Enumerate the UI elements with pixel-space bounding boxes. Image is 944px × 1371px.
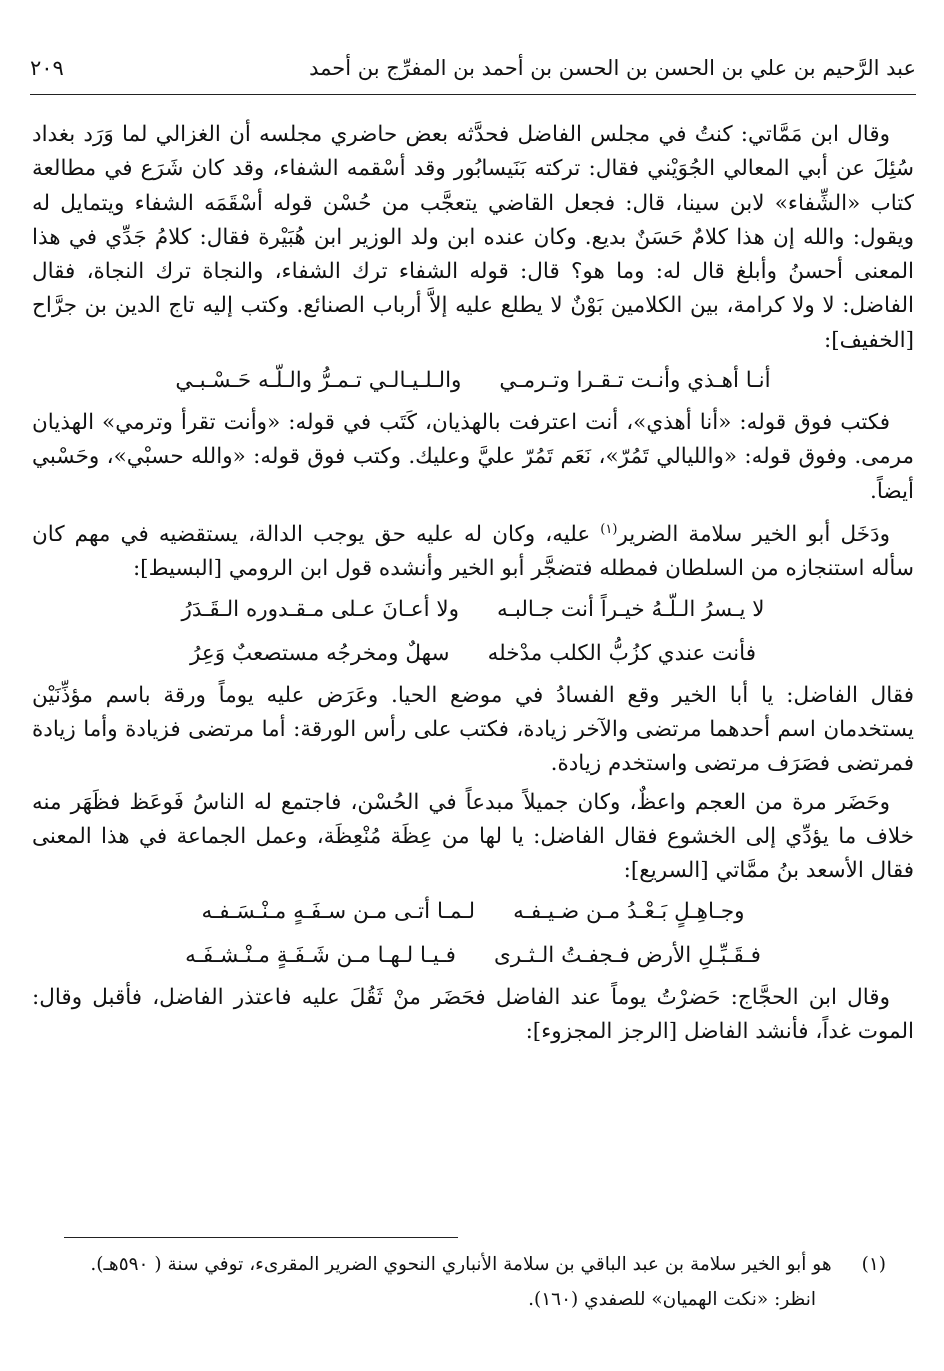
text-line: في هذا المعنى فقال الأسعد بنُ ممَّاتي [السريع]: xyxy=(32,823,914,884)
text-line: وقال ابن مَمَّاتي: كنتُ في مجلس الفاضل فحدَّثه بعض حاضري مجلسه أن الغزالي لما xyxy=(121,122,890,147)
paragraph-ibn-mammati xyxy=(32,118,914,358)
verse-hemistich-second: والـلـيـالـي تـمـرُّ والـلّـه حَـسْـبـي xyxy=(175,368,462,394)
text-line: فأقبل وقال: الموت غداً، فأنشد الفاضل [الرجز المجزوء]: xyxy=(32,984,914,1044)
text-line: فكتب فوق قوله: «أنا أهذي»، أنت اعترفت بالهذيان، كَتَب في قوله: «وأنت تقرأ xyxy=(180,410,890,436)
verse-line xyxy=(32,362,914,400)
footnote-number: (١) xyxy=(861,1254,886,1275)
verse-line xyxy=(32,893,914,931)
text-line: [البسيط]: xyxy=(132,556,223,582)
paragraph-ibn-al-hajjaj xyxy=(32,981,914,1050)
page-header xyxy=(30,52,916,95)
text-line: شَرَع في مطالعة كتاب «الشِّفاء» لابن سينا، قال: فجعل القاضي يتعجَّب من حُسْن قوله أسْقَمَه xyxy=(32,156,914,216)
verse-hemistich-second: لـمـا أتـى مـن سـفَـهٍ مـنْـسَـفـه xyxy=(201,898,476,924)
text-segment: عليه، وكان له عليه حق يوجب الدالة، يستقضيه في xyxy=(120,522,601,548)
text-line: الشفاء ويتمايل له ويقول: والله إن هذا كلامٌ حَسَنٌ بديع. وكان عنده ابن ولد الوزير ابن هُبَيْرة xyxy=(32,190,914,250)
text-line: مهم كان سأله استنجازه من السلطان فمطله فتضجَّر أبو الخير وأنشده قول ابن الرومي xyxy=(32,522,914,582)
footnote-reference: انظر: «نكت الهميان» للصفدي (١٦٠). xyxy=(528,1289,816,1310)
text-line: فقال: كلامُ جَدِّي في هذا المعنى أحسنُ وأبلغ قال له: وما هو؟ قال: قوله الشفاء ترك xyxy=(32,224,914,285)
verse-hemistich-second: فـيـا لـهـا مـن شَـفَـةٍ مـنْـشـفَـه xyxy=(185,942,456,968)
text-line: وحَضَر مرة من العجم واعظٌ، وكان جميلاً مبدعاً في الحُسْن، فاجتمع له الناسُ فَوعَظ xyxy=(129,789,890,815)
main-text xyxy=(32,118,914,1049)
text-line: مؤذِّنَيْن يستخدمان اسم أحدهما مرتضى والآخر زيادة، فكتب على رأس الورقة: أما مرتضى xyxy=(32,682,914,743)
text-segment: ودَخَل أبو الخير سلامة الضرير xyxy=(617,522,890,548)
footnote-item xyxy=(40,1247,886,1282)
footnote-text: هو أبو الخير سلامة بن عبد الباقي بن سلامة الأنباري النحوي الضرير المقرىء، توفي سنة ( ٥٩٠هـ). xyxy=(90,1254,832,1275)
text-line: وقال ابن الحجَّاج: حَضرْتُ يوماً عند الفاضل فحَضَر منْ ثَقُلَ عليه فاعتذر الفاضل، xyxy=(152,984,890,1010)
text-line: أرباب الصنائع. وكتب إليه تاج الدين بن جرَّاح [الخفيف]: xyxy=(32,293,914,353)
verse-hemistich-first: أنـا أهـذي وأنـت تـقـرا وتـرمـي xyxy=(499,368,771,394)
footnotes xyxy=(40,1247,886,1317)
verse-hemistich-second: سهلٌ ومخرجُه مستصعبٌ وَعِرُ xyxy=(190,640,450,666)
verse-hemistich-first: فـقَـبِّـلِ الأرض فـجفـتُ الـثـرى xyxy=(493,942,761,968)
footnote-marker[interactable]: (١) xyxy=(600,521,618,537)
text-line: فظَهَر منه خلاف ما يؤدِّي إلى الخشوع فقال الفاضل: يا لها من عِظَة مُنْعِظَة، وعمل الجماعة xyxy=(32,789,914,849)
verse-hemistich-first: فأنت عندي كزُبُّ الكلب مدْخله xyxy=(487,640,756,666)
text-line: فقال الفاضل: يا أبا الخير وقع الفسادُ في موضع الحيا. وعَرَض عليه يوماً ورقة باسم xyxy=(105,682,914,708)
paragraph-preacher xyxy=(32,786,914,889)
paragraph-abu-al-khayr xyxy=(32,513,914,587)
text-line: «والله حسبْي»، وحَسْبي أيضاً. xyxy=(32,444,914,504)
verse-line xyxy=(32,591,914,629)
text-line: فزيادة وأما زيادة فمرتضى فصَرَف مرتضى واستخدم زيادة. xyxy=(32,717,914,777)
running-head: عبد الرَّحيم بن علي بن الحسن بن الحسن بن أحمد بن المفرِّج بن أحمد xyxy=(309,56,916,80)
text-line: وَرَد بغداد سُئِلَ عن أبي المعالي الجُوَيْني فقال: تركته بَنَيسابُور وقد أسْقمه الشفاء، وقد كان xyxy=(32,122,914,182)
text-line: الشفاء، والنجاة ترك النجاة، فقال الفاضل: لا ولا كرامة، بين الكلامين بَوْنٌ لا يطلع عليه إلاَّ xyxy=(32,259,915,319)
verse-hemistich-second: ولا أعـانَ عـلى مـقـدوره الـقَـدَرُ xyxy=(181,596,460,622)
paragraph-commentary xyxy=(32,406,914,509)
verse-hemistich-first: لا يـسرُ الـلّـهُ خيـراً أنت جـالبـه xyxy=(497,596,765,622)
verse-hemistich-first: وجـاهِـلٍ بَـعْـدُ مـن ضـيـفـه xyxy=(513,898,745,924)
text-line: وترمي» الهذيان مرمى. وفوق قوله: «والليالي تَمُرّ»، نَعَم تَمُرّ عليَّ وعليك. وكتب فوق قوله: xyxy=(32,410,914,470)
page-number: ٢٠٩ xyxy=(30,56,64,80)
verse-line xyxy=(32,937,914,975)
verse-line xyxy=(32,635,914,673)
footnote-divider xyxy=(64,1237,458,1238)
paragraph-al-fadil-reply xyxy=(32,679,914,782)
